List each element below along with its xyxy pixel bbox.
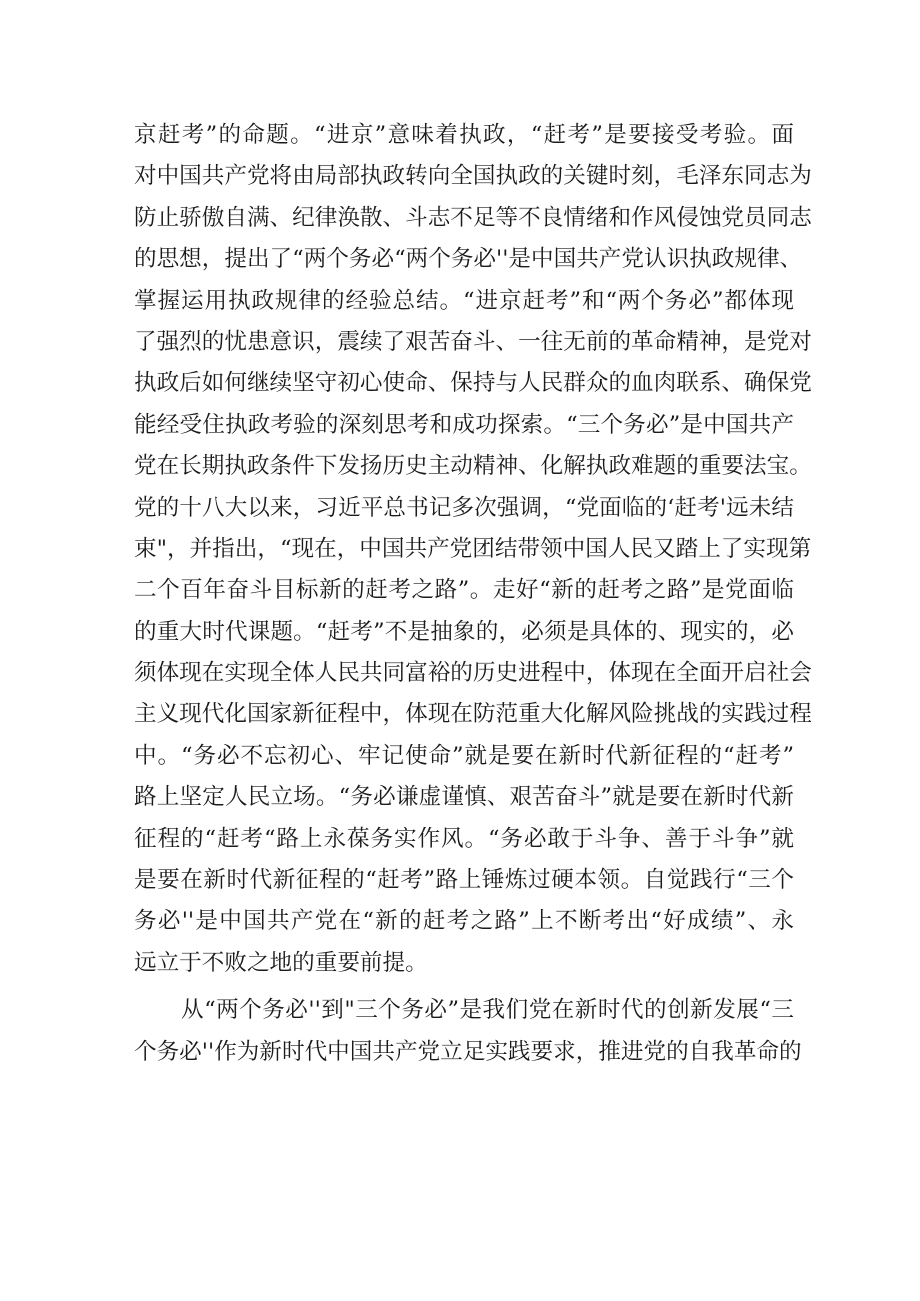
text-line: 的思想，提出了“两个务必“两个务必''是中国共产党认识执政规律、: [134, 246, 803, 273]
text-line: 远立于不败之地的重要前提。: [134, 949, 428, 976]
text-line: 了强烈的忧患意识，震续了艰苦奋斗、一往无前的革命精神，是党对: [134, 328, 812, 355]
text-line: 中。“务必不忘初心、牢记使命”就是要在新时代新征程的“赶考”: [134, 742, 794, 769]
text-line: 防止骄傲自满、纪律涣散、斗志不足等不良情绪和作风侵蚀党员同志: [134, 204, 812, 231]
text-line: 的重大时代课题。“赶考”不是抽象的，必须是具体的、现实的，必: [134, 618, 794, 645]
text-line: 束"，并指出，“现在，中国共产党团结带领中国人民又踏上了实现第: [134, 535, 812, 562]
text-line: 党在长期执政条件下发扬历史主动精神、化解执政难题的重要法宝。: [134, 453, 812, 480]
text-line: 京赶考”的命题。“进京”意味着执政，“赶考”是要接受考验。面: [134, 122, 794, 148]
text-line: 路上坚定人民立场。“务必谦虚谨慎、艰苦奋斗”就是要在新时代新: [134, 784, 794, 811]
text-line: 个务必''作为新时代中国共产党立足实践要求，推进党的自我革命的: [134, 1038, 802, 1065]
document-body: [134, 115, 812, 1073]
text-line: 党的十八大以来，习近平总书记多次强调，“党面临的‘赶考'远未结: [134, 494, 794, 521]
paragraph-1: [134, 115, 812, 984]
text-line: 从“两个务必''到"三个务必”是我们党在新时代的创新发展“三: [181, 997, 794, 1024]
text-line: 主义现代化国家新征程中，体现在防范重大化解风险挑战的实践过程: [134, 701, 812, 728]
text-line: 须体现在实现全体人民共同富裕的历史进程中，体现在全面开启社会: [134, 660, 812, 687]
text-line: 能经受住执政考验的深刻思考和成功探索。“三个务必”是中国共产: [134, 411, 794, 438]
paragraph-2: [134, 990, 802, 1073]
text-line: 务必''是中国共产党在“新的赶考之路”上不断考出“好成绩”、永: [134, 908, 794, 935]
text-line: 是要在新时代新征程的“赶考”路上锤炼过硬本领。自觉践行“三个: [134, 867, 794, 894]
text-line: 执政后如何继续坚守初心使命、保持与人民群众的血肉联系、确保党: [134, 370, 812, 397]
text-line: 二个百年奋斗目标新的赶考之路”。走好“新的赶考之路”是党面临: [134, 577, 794, 604]
text-line: 征程的“赶考“路上永葆务实作风。“务必敢于斗争、善于斗争”就: [134, 825, 794, 852]
text-line: 对中国共产党将由局部执政转向全国执政的关键时刻，毛泽东同志为: [134, 163, 812, 190]
text-line: 掌握运用执政规律的经验总结。“进京赶考”和“两个务必”都体现: [134, 287, 794, 314]
